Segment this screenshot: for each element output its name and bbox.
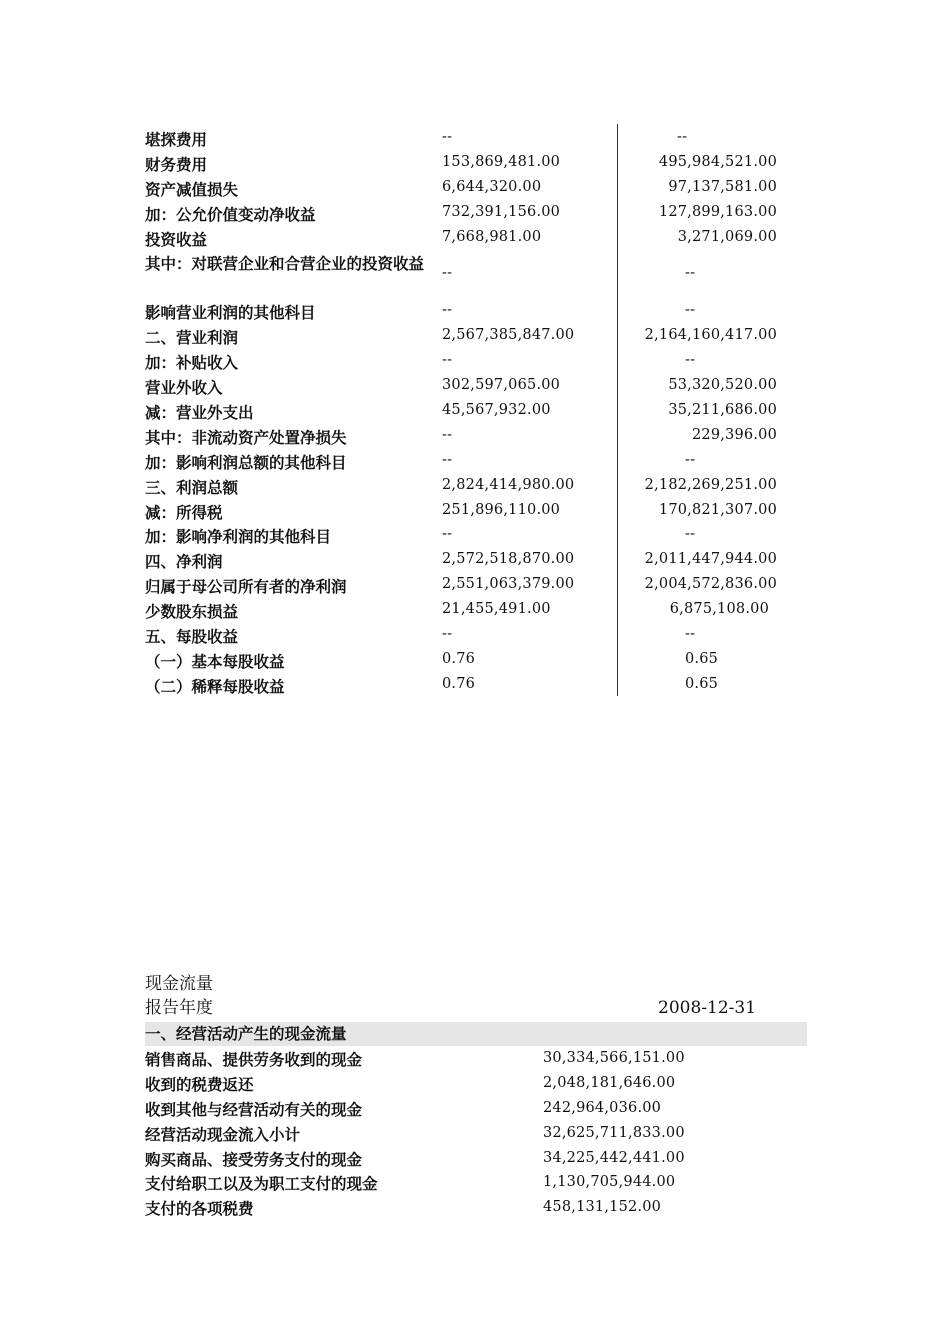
prior-value: 229,396.00 [691,426,777,443]
section-header: 一、经营活动产生的现金流量 [145,1022,807,1046]
prior-value: 53,320,520.00 [668,377,777,394]
current-value: 302,597,065.00 [442,377,561,394]
current-value: 251,896,110.00 [442,501,561,518]
current-value: -- [442,265,453,282]
row-label: 投资收益 [145,230,208,249]
prior-value: 2,011,447,944.00 [644,551,777,568]
current-value: 2,572,518,870.00 [442,551,575,568]
period-label: 报告年度 [145,998,213,1018]
table-row [145,150,785,175]
row-label: 三、利润总额 [145,478,239,497]
current-value: -- [442,129,453,145]
table-row [145,348,785,373]
row-label: 五、每股收益 [145,628,239,647]
row-label: 减：营业外支出 [145,404,254,423]
row-label: 资产减值损失 [145,180,239,199]
prior-value: -- [685,352,696,369]
prior-value: 0.65 [685,675,719,692]
prior-value: 127,899,163.00 [658,203,777,220]
row-label: 经营活动现金流入小计 [145,1125,301,1144]
row-label: 堪探费用 [145,131,208,149]
current-value: 7,668,981.00 [442,228,542,245]
prior-value: 2,004,572,836.00 [644,576,777,593]
table-row [145,572,785,597]
current-value: 153,869,481.00 [442,153,561,170]
row-label: 少数股东损益 [145,603,239,622]
row-value: 2,048,181,646.00 [543,1074,676,1091]
prior-value: -- [677,129,688,145]
row-label: 其中：非流动资产处置净损失 [145,428,347,447]
table-row [145,249,785,298]
row-label: 财务费用 [145,155,208,174]
current-value: 0.76 [442,650,476,667]
prior-value: 35,211,686.00 [668,402,777,419]
row-label: 加：影响利润总额的其他科目 [145,453,347,472]
column-divider [617,124,618,696]
row-label: 收到的税费返还 [145,1075,254,1094]
income-statement-table [145,125,785,697]
table-row [145,175,785,200]
table-row [145,647,785,672]
row-label: 四、净利润 [145,553,223,572]
row-value: 32,625,711,833.00 [543,1124,685,1141]
row-value: 1,130,705,944.00 [543,1174,676,1191]
table-row [145,373,785,398]
table-row [145,522,785,547]
table-row [145,1195,807,1220]
prior-value: 2,182,269,251.00 [644,476,777,493]
table-row [145,1096,807,1121]
current-value: -- [442,451,453,468]
prior-value: 6,875,108.00 [669,601,769,618]
current-value: -- [442,302,453,319]
row-label: 加：补贴收入 [145,354,239,373]
table-row [145,547,785,572]
row-label: 加：公允价值变动净收益 [145,205,316,224]
current-value: 6,644,320.00 [442,178,542,195]
row-label: 购买商品、接受劳务支付的现金 [145,1150,363,1169]
row-value: 458,131,152.00 [543,1199,662,1216]
current-value: -- [442,526,453,543]
row-label: 减：所得税 [145,503,223,522]
current-value: 0.76 [442,675,476,692]
prior-value: 495,984,521.00 [658,153,777,170]
row-label: 加：影响净利润的其他科目 [145,528,332,547]
table-row [145,1071,807,1096]
table-row [145,423,785,448]
current-value: 45,567,932.00 [442,402,551,419]
table-row [145,498,785,523]
table-row [145,1046,807,1071]
prior-value: 3,271,069.00 [677,228,777,245]
table-row [145,473,785,498]
prior-value: 170,821,307.00 [658,501,777,518]
prior-value: -- [685,526,696,543]
table-row [145,1170,807,1195]
cash-flow-section [145,972,807,1220]
row-value: 34,225,442,441.00 [543,1149,685,1166]
table-row [145,672,785,697]
prior-value: -- [685,265,696,282]
row-label: 收到其他与经营活动有关的现金 [145,1100,363,1119]
current-value: 21,455,491.00 [442,601,551,618]
row-label: 其中：对联营企业和合营企业的投资收益 [145,255,425,274]
row-label: 支付给职工以及为职工支付的现金 [145,1175,378,1194]
row-label: 二、营业利润 [145,329,239,348]
prior-value: 2,164,160,417.00 [644,327,777,344]
table-row [145,125,785,150]
row-label: 归属于母公司所有者的净利润 [145,578,347,597]
row-label: 影响营业利润的其他科目 [145,304,316,323]
row-label: 销售商品、提供劳务收到的现金 [145,1051,363,1069]
current-value: 2,824,414,980.00 [442,476,575,493]
current-value: 2,551,063,379.00 [442,576,575,593]
row-label: （二）稀释每股收益 [145,677,285,696]
row-label: 营业外收入 [145,379,223,398]
current-value: -- [442,426,453,443]
table-row [145,597,785,622]
period-value: 2008-12-31 [658,998,757,1018]
prior-value: -- [685,626,696,643]
prior-value: -- [685,302,696,319]
prior-value: -- [685,451,696,468]
table-row [145,225,785,250]
table-row [145,200,785,225]
current-value: -- [442,626,453,643]
table-row [145,323,785,348]
table-row [145,622,785,647]
row-label: （一）基本每股收益 [145,652,285,671]
section-title: 现金流量 [145,974,213,994]
table-row [145,1146,807,1171]
current-value: 732,391,156.00 [442,203,561,220]
current-value: -- [442,352,453,369]
prior-value: 0.65 [685,650,719,667]
table-row [145,448,785,473]
period-header [145,996,807,1020]
prior-value: 97,137,581.00 [668,178,777,195]
table-row [145,398,785,423]
row-value: 242,964,036.00 [543,1099,662,1116]
current-value: 2,567,385,847.00 [442,327,575,344]
row-label: 支付的各项税费 [145,1200,254,1219]
table-row [145,298,785,323]
table-row [145,1121,807,1146]
row-value: 30,334,566,151.00 [543,1050,685,1066]
